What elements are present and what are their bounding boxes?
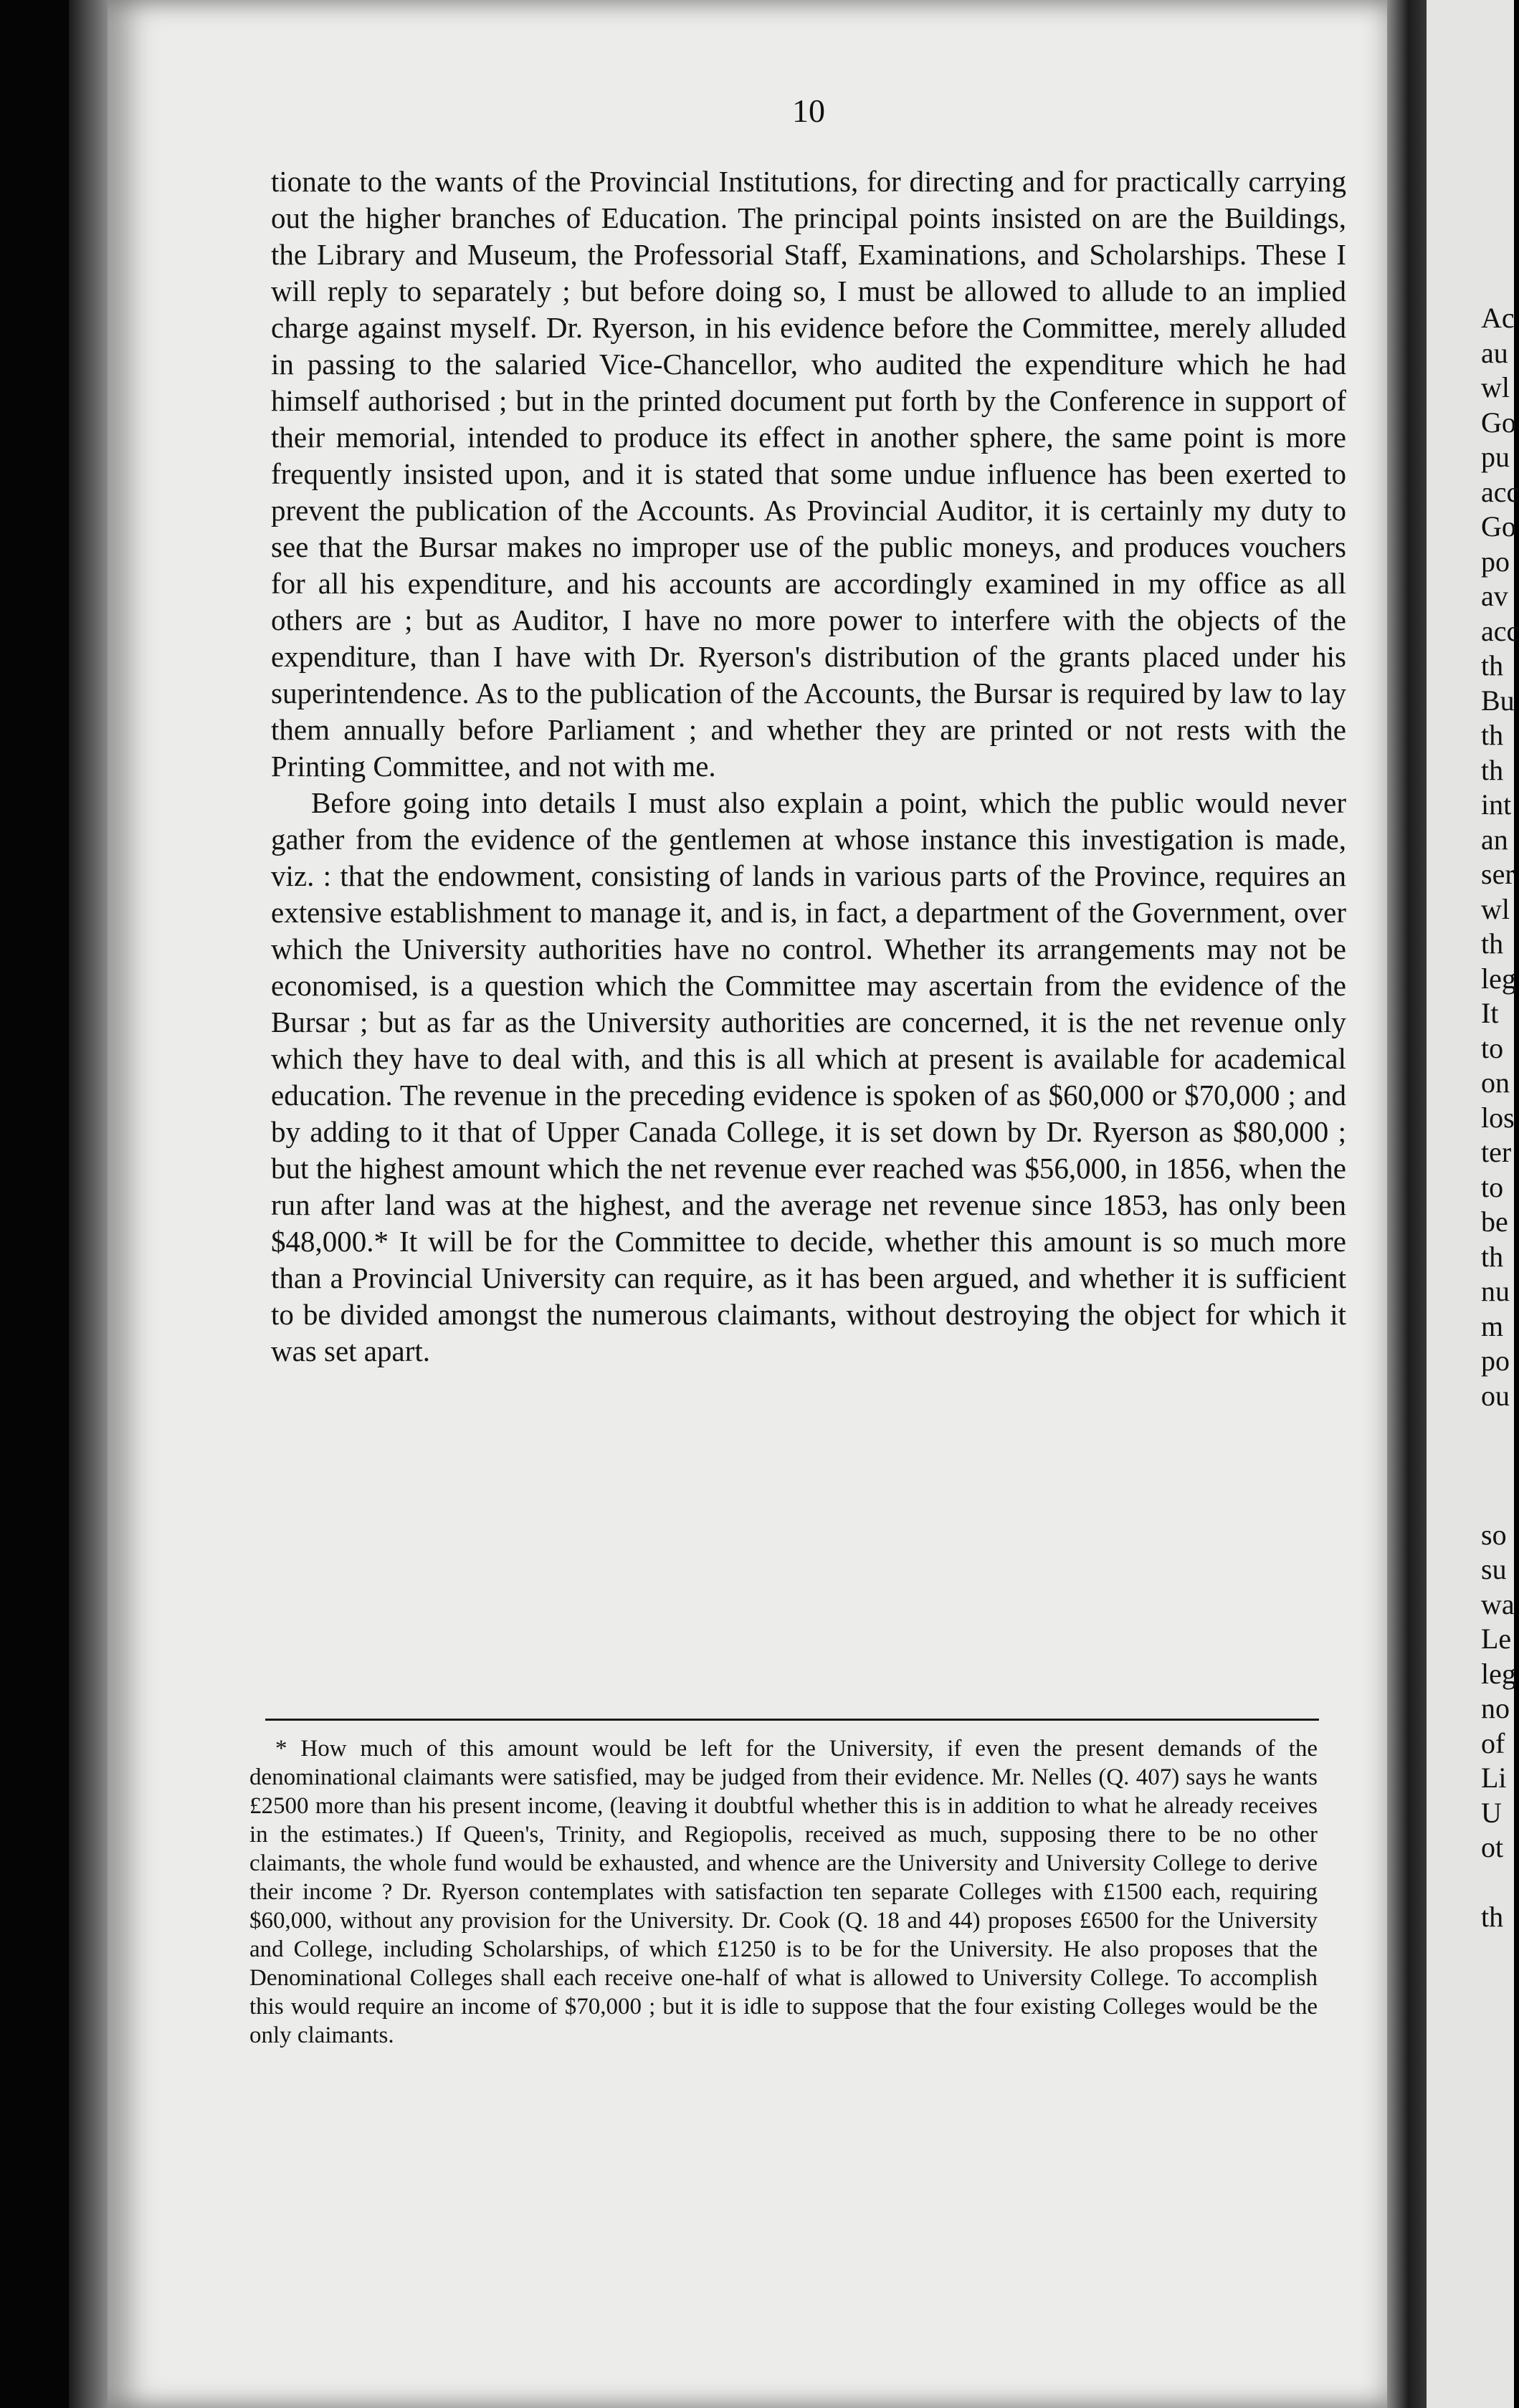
paragraph: Before going into details I must also explain a point, which the public would never gather from the evidence of the gentlemen at whose instance this investigation is made, viz. : that the endowment, consisting of lands in various parts of the Province, requires an extensive establishment to manage it, and is, in fact, a department of the Government, over which the University authorities have no control. Whether its arrangements may not be economised, is a question which the Committee may ascertain from the evidence of the Bursar ; but as far as the University authorities are concerned, it is the net revenue only which they have to deal with, and this is all which at present is available for academical education. The revenue in the preceding evidence is spoken of as $60,000 or $70,000 ; and by adding to it that of Upper Canada College, it is set down by Dr. Ryerson as $80,000 ; but the highest amount which the net revenue ever reached was $56,000, in 1856, when the run after land was at the highest, and the average net revenue since 1853, has only been $48,000.* It will be for the Committee to decide, whether this amount is so much more than a Provincial University can require, as it has been argued, and whether it is sufficient to be divided amongst the numerous claimants, without destroying the object for which it was set apart. [271,786,1346,1367]
facing-page-text-fragments: Ac au wl Go pu acc Go po av acc th Bu th th int an ser wl th leg It to on los ter to be th nu m po ou so su wa Le leg no of Li U ot th [1481,302,1519,1933]
page-number: 10 [792,92,825,129]
footnote-divider [265,1719,1319,1721]
footnote: * How much of this amount would be left for the University, if even the present demands of the denominational claimants were satisfied, may be judged from their evidence. Mr. Nelles (Q. 407) says he wants £2500 more than his present income, (leaving it doubtful whether this is in addition to what he already receives in the estimates.) If Queen's, Trinity, and Regiopolis, received as much, supposing there to be no other claimants, the whole fund would be exhausted, and whence are the University and University College to derive their income ? Dr. Ryerson contemplates with satisfaction ten separate Colleges with £1500 each, requiring $60,000, without any provision for the University. Dr. Cook (Q. 18 and 44) proposes £6500 for the University and College, including Scholarships, of which £1250 is to be for the University. He also proposes that the Denominational Colleges shall each receive one-half of what is allowed to University College. To accomplish this would require an income of $70,000 ; but it is idle to suppose that the four existing Colleges would be the only claimants. [249,1736,1318,2048]
paragraph: tionate to the wants of the Provincial Institutions, for directing and for practically carrying out the higher branches of Education. The principal points insisted on are the Buildings, the Library and Museum, the Professorial Staff, Examinations, and Scholarships. These I will reply to separately ; but before doing so, I must be allowed to allude to an implied charge against myself. Dr. Ryerson, in his evidence before the Committee, merely alluded in passing to the salaried Vice-Chancellor, who audited the expenditure which he had himself authorised ; but in the printed document put forth by the Conference in support of their memorial, intended to produce its effect in another sphere, the same point is more frequently insisted upon, and it is stated that some undue influence has been exerted to prevent the publication of the Accounts. As Provincial Auditor, it is certainly my duty to see that the Bursar makes no improper use of the public moneys, and produces vouchers for all his expenditure, and his accounts are accordingly examined in my office as all others are ; but as Auditor, I have no more power to interfere with the objects of the expenditure, than I have with Dr. Ryerson's distribution of the grants placed under his superintendence. As to the publication of the Accounts, the Bursar is required by law to lay them annually before Parliament ; and whether they are printed or not rests with the Printing Committee, and not with me. [271,165,1346,783]
body-text [271,163,1346,1370]
binding-gutter [1387,0,1430,2408]
